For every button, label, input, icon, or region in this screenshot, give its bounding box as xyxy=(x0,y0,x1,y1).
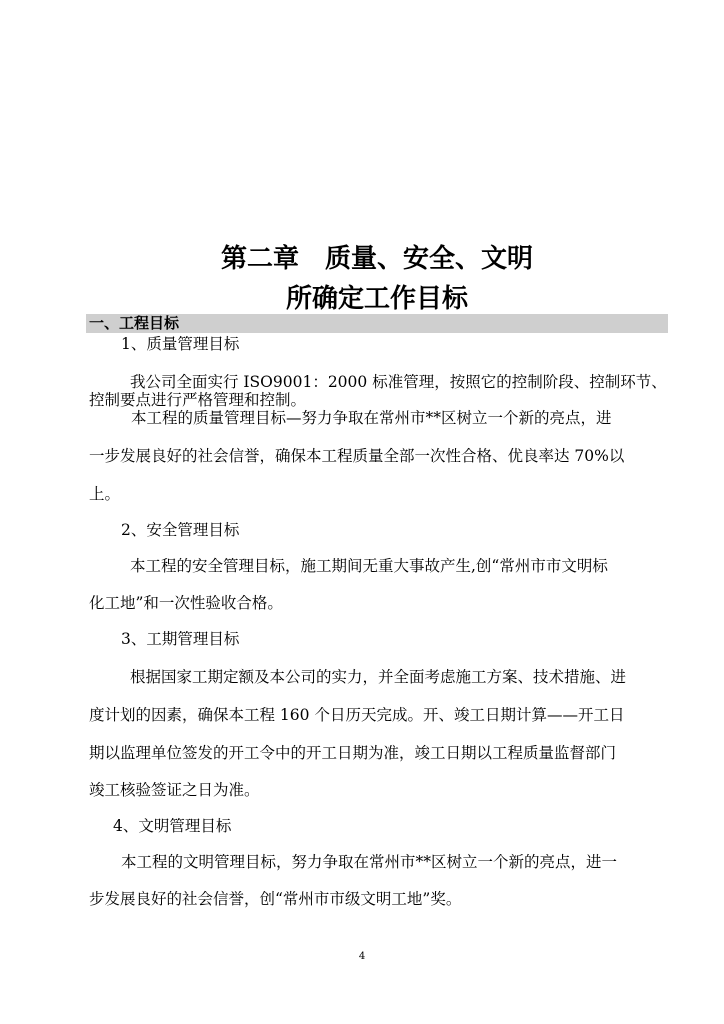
subsection-heading-quality: 1、质量管理目标 xyxy=(121,335,240,353)
paragraph-line: 度计划的因素，确保本工程 160 个日历天完成。开、竣工日期计算——开工日 xyxy=(89,706,625,724)
paragraph-line: 期以监理单位签发的开工令中的开工日期为准，竣工日期以工程质量监督部门 xyxy=(89,744,617,762)
paragraph-line: 本工程的质量管理目标—努力争取在常州市**区树立一个新的亮点，进 xyxy=(131,409,612,427)
paragraph-line: 我公司全面实行 ISO9001：2000 标准管理，按照它的控制阶段、控制环节、 xyxy=(130,373,667,391)
page-number: 4 xyxy=(358,951,366,962)
paragraph-line: 控制要点进行严格管理和控制。 xyxy=(89,391,307,409)
paragraph-line: 步发展良好的社会信誉，创“常州市市级文明工地”奖。 xyxy=(89,890,462,908)
paragraph-line: 根据国家工期定额及本公司的实力，并全面考虑施工方案、技术措施、进 xyxy=(130,668,627,686)
paragraph-line: 一步发展良好的社会信誉，确保本工程质量全部一次性合格、优良率达 70%以 xyxy=(89,447,625,465)
paragraph-line: 化工地”和一次性验收合格。 xyxy=(89,594,283,612)
subsection-heading-safety: 2、安全管理目标 xyxy=(121,521,240,539)
paragraph-line: 本工程的文明管理目标，努力争取在常州市**区树立一个新的亮点，进一 xyxy=(121,853,618,871)
subsection-heading-civilization: 4、文明管理目标 xyxy=(113,817,232,835)
paragraph-line: 竣工核验签证之日为准。 xyxy=(89,781,260,799)
chapter-title-line-2: 所确定工作目标 xyxy=(285,284,468,314)
section-heading: 一、工程目标 xyxy=(89,314,180,332)
chapter-title-line-1: 第二章 质量、安全、文明 xyxy=(220,244,533,274)
subsection-heading-schedule: 3、工期管理目标 xyxy=(121,630,240,648)
paragraph-line: 上。 xyxy=(89,485,121,503)
paragraph-line: 本工程的安全管理目标，施工期间无重大事故产生,创“常州市市文明标 xyxy=(130,557,608,575)
